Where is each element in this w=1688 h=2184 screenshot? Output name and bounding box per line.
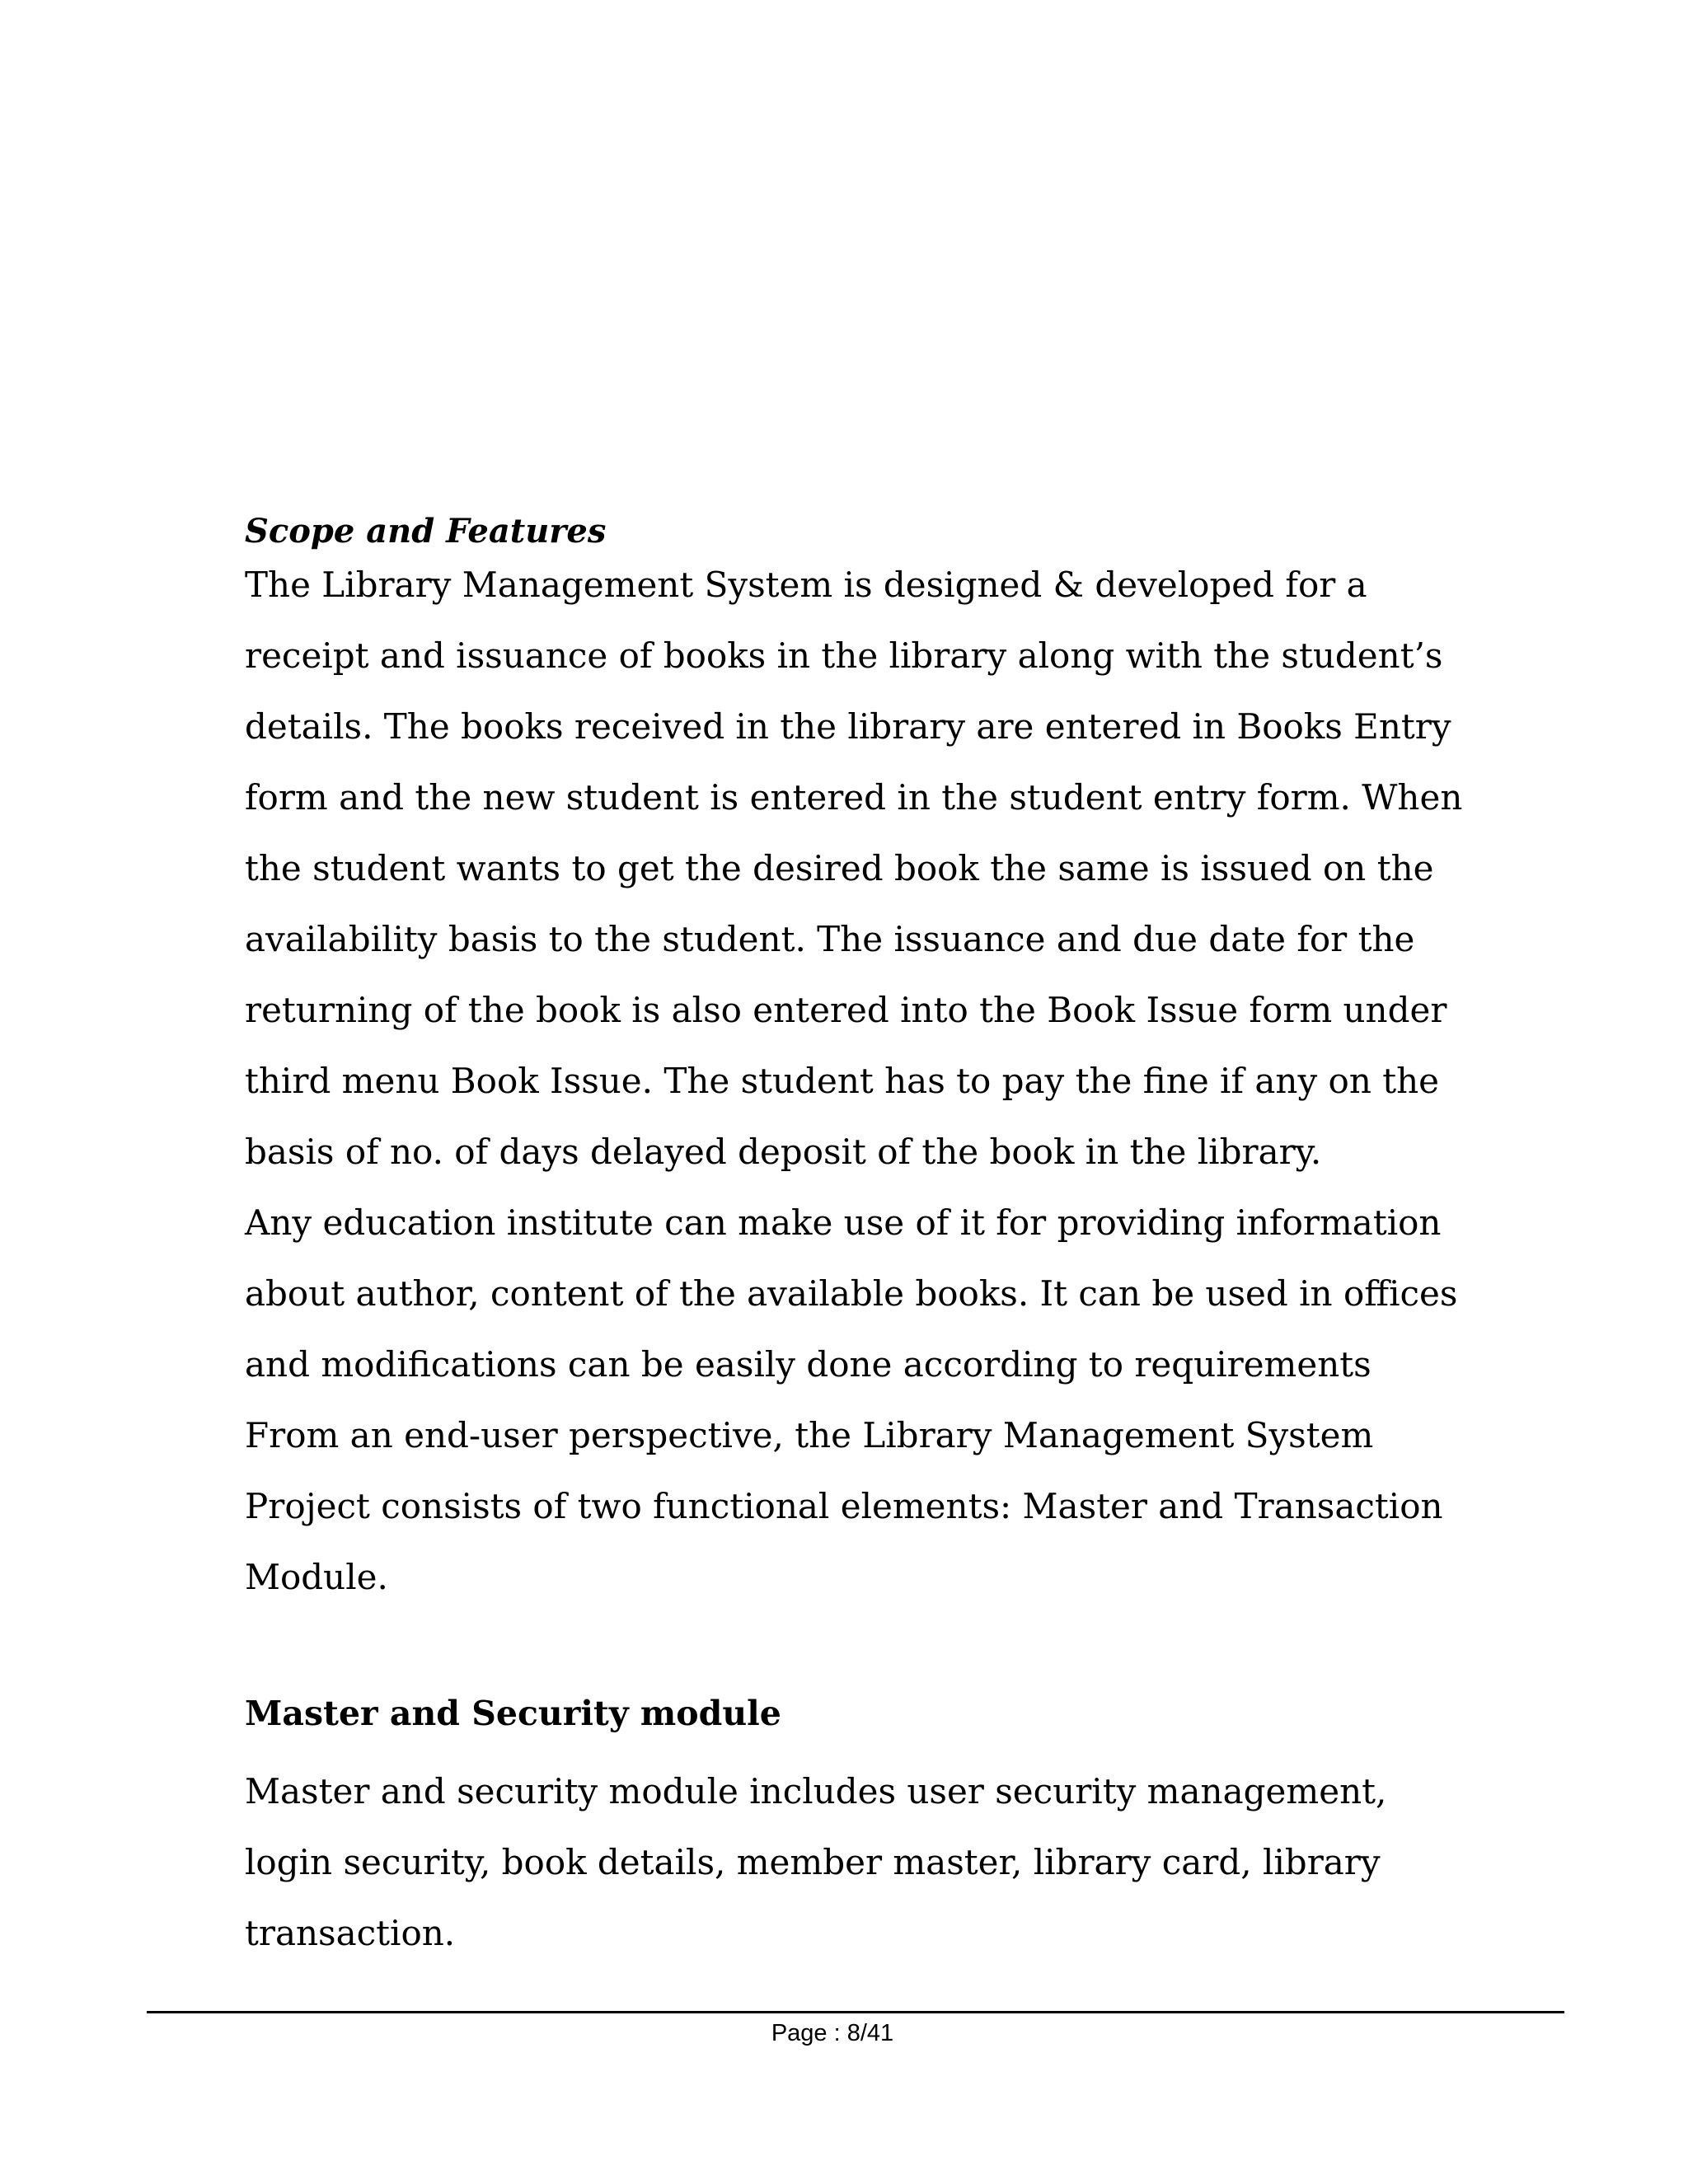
text-line: transaction. — [245, 1913, 456, 1953]
text-line: form and the new student is entered in the student entry form. When — [245, 777, 1463, 818]
master-paragraph — [245, 1756, 1448, 1969]
document-body — [245, 507, 1463, 1969]
text-line: Master and security module includes user security management, — [245, 1771, 1387, 1811]
footer-divider — [147, 2011, 1564, 2013]
section-heading-scope-and-features: Scope and Features — [245, 512, 607, 551]
text-line: and modifications can be easily done according to requirements — [245, 1344, 1372, 1385]
text-line: about author, content of the available books. It can be used in offices — [245, 1273, 1458, 1314]
page-number: Page : 8/41 — [771, 2020, 894, 2046]
text-line: receipt and issuance of books in the library along with the student’s — [245, 635, 1443, 676]
scope-paragraph — [245, 550, 1463, 1613]
text-line: Module. — [245, 1557, 388, 1597]
text-line: From an end-user perspective, the Library Management System — [245, 1415, 1374, 1455]
section-heading-master-and-security: Master and Security module — [245, 1694, 781, 1733]
text-line: Project consists of two functional elements: Master and Transaction — [245, 1486, 1443, 1526]
text-line: details. The books received in the library are entered in Books Entry — [245, 706, 1451, 747]
text-line: login security, book details, member master, library card, library — [245, 1842, 1381, 1882]
section-spacer — [245, 1613, 1448, 1689]
text-line: The Library Management System is designed & developed for a — [245, 565, 1367, 605]
text-line: basis of no. of days delayed deposit of the book in the library. — [245, 1132, 1322, 1172]
text-line: returning of the book is also entered into the Book Issue form under — [245, 990, 1447, 1030]
text-line: availability basis to the student. The issuance and due date for the — [245, 919, 1415, 959]
text-line: the student wants to get the desired book the same is issued on the — [245, 848, 1434, 888]
text-line: Any education institute can make use of it for providing information — [245, 1202, 1442, 1243]
text-line: third menu Book Issue. The student has to pay the fine if any on the — [245, 1061, 1439, 1101]
